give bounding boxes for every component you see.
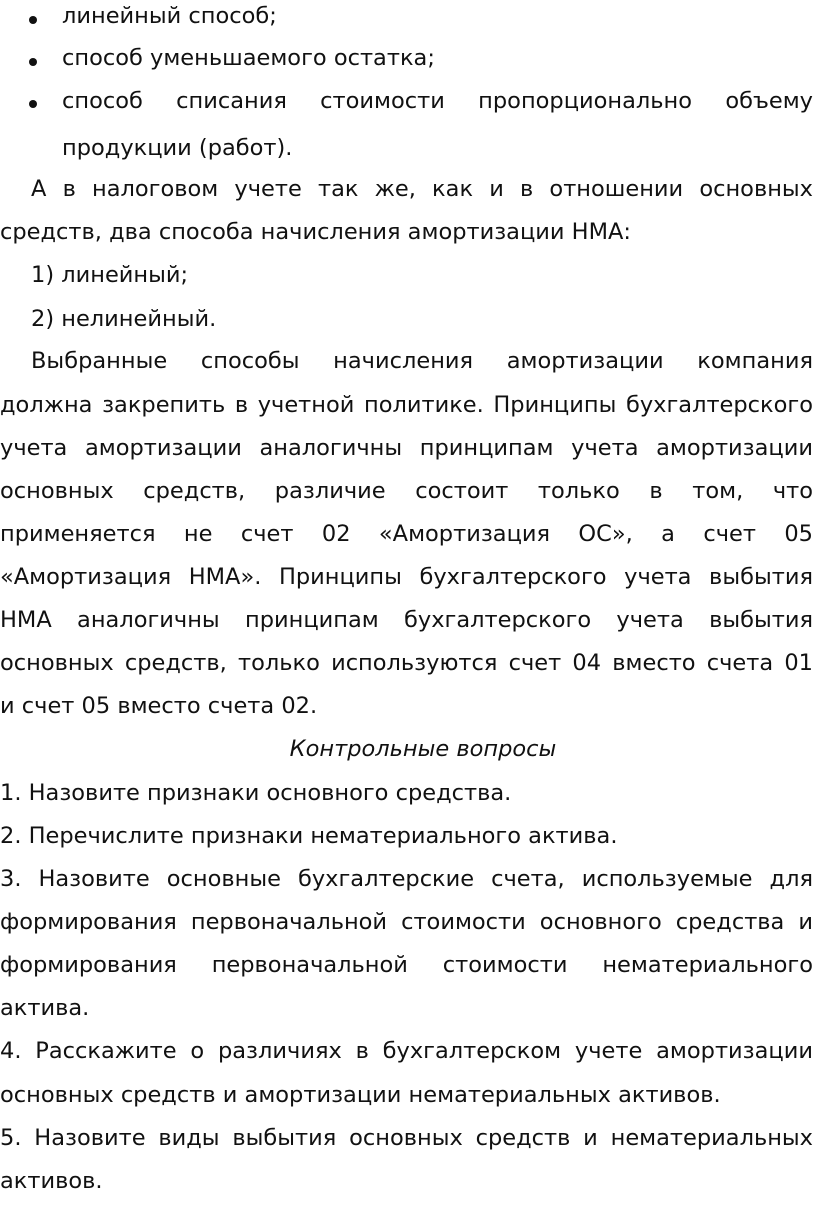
question-5-line-1: 5. Назовите виды выбытия основных средств и нематериальных [0,1125,813,1151]
paragraph-2-line-5: применяется не счет 02 «Амортизация ОС», а счет 05 [0,521,813,547]
paragraph-2-line-1: Выбранные способы начисления амортизации компания [31,348,813,374]
question-5-line-2: активов. [0,1168,103,1194]
paragraph-1-line-1: А в налоговом учете так же, как и в отношении основных [31,176,813,202]
bullet-marker [29,58,37,66]
bullet-marker [29,16,37,24]
question-1: 1. Назовите признаки основного средства. [0,780,512,806]
paragraph-2-line-7: НМА аналогичны принципам бухгалтерского учета выбытия [0,607,813,633]
question-3-line-1: 3. Назовите основные бухгалтерские счета, используемые для [0,866,813,892]
question-2: 2. Перечислите признаки нематериального актива. [0,823,618,849]
paragraph-2-line-4: основных средств, различие состоит только в том, что [0,478,813,504]
bullet-item-linear: линейный способ; [62,3,277,29]
question-4-line-2: основных средств и амортизации нематериальных активов. [0,1082,721,1108]
method-item-nonlinear: 2) нелинейный. [31,306,217,332]
paragraph-2-line-6: «Амортизация НМА». Принципы бухгалтерского учета выбытия [0,564,813,590]
bullet-marker [29,100,37,108]
question-3-line-2: формирования первоначальной стоимости основного средства и [0,909,813,935]
paragraph-2-line-2: должна закрепить в учетной политике. Принципы бухгалтерского [0,392,813,418]
paragraph-1-line-2: средств, два способа начисления амортизации НМА: [0,219,631,245]
paragraph-2-line-8: основных средств, только используются счет 04 вместо счета 01 [0,650,813,676]
question-3-line-3: формирования первоначальной стоимости нематериального [0,952,813,978]
method-item-linear: 1) линейный; [31,262,189,288]
bullet-item-declining: способ уменьшаемого остатка; [62,45,435,71]
section-title: Контрольные вопросы [289,736,557,762]
question-3-line-4: актива. [0,995,90,1021]
paragraph-2-line-3: учета амортизации аналогичны принципам учета амортизации [0,435,813,461]
paragraph-2-line-9: и счет 05 вместо счета 02. [0,693,318,719]
bullet-item-units-continuation: продукции (работ). [62,135,293,161]
question-4-line-1: 4. Расскажите о различиях в бухгалтерском учете амортизации [0,1038,813,1064]
bullet-item-units: способ списания стоимости пропорционально объему [62,88,813,114]
